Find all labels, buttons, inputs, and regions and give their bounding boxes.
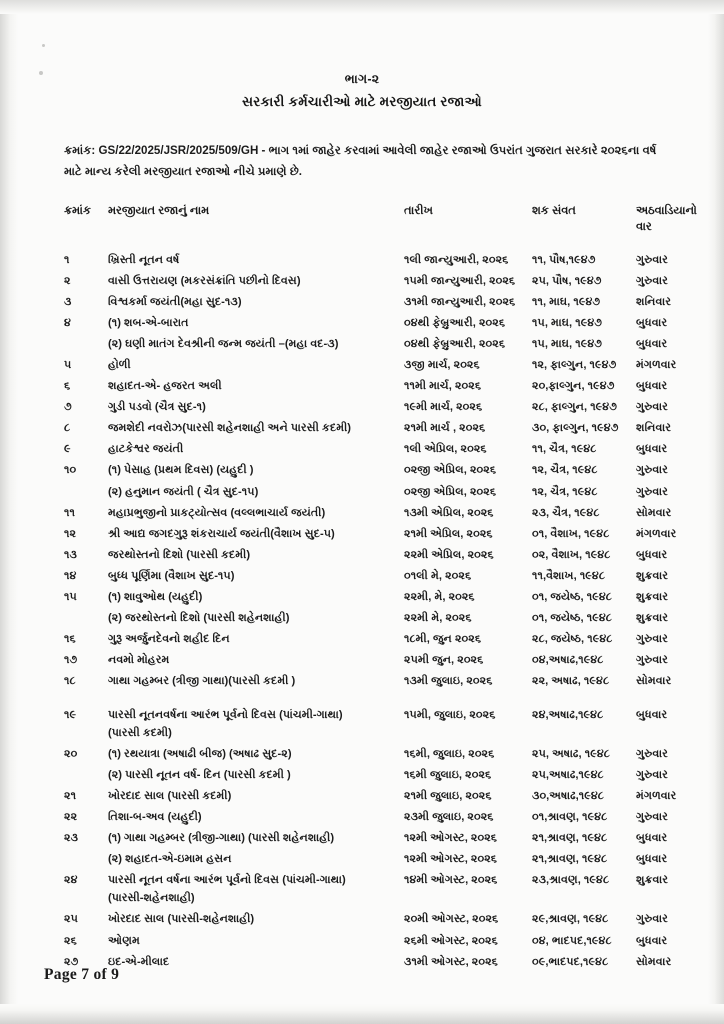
table-row <box>64 461 709 482</box>
holiday-name-line1: (૧) રથયાત્રા (અષાઢી બીજ) (અષાઢ સુદ-૨) <box>108 747 292 760</box>
cell-holiday-name <box>108 334 404 355</box>
cell-date: ૧૫મી જાન્યુઆરી, ૨૦૨૬ <box>404 274 516 287</box>
holiday-name-line1: (૨) જરથોસ્તનો દિશો (પારસી શહેનશાહી) <box>108 612 290 625</box>
cell-weekday: ગુરુવાર <box>636 654 668 667</box>
column-header-weekday <box>636 203 709 250</box>
cell-weekday: મંગળવાર <box>636 790 677 803</box>
cell-shaka-samvat: ૧૧, પૌષ,૧૯૪૭ <box>532 253 596 266</box>
cell-holiday-name <box>108 850 404 871</box>
cell-date: ૧૬મી, જુલાઇ, ૨૦૨૬ <box>404 747 495 760</box>
cell-holiday-name <box>108 651 404 672</box>
table-header-row <box>64 203 709 250</box>
cell-shaka-samvat: ૨૧,શ્રાવણ, ૧૯૪૮ <box>532 853 608 866</box>
cell-serial: ૧૧ <box>64 506 75 519</box>
cell-date: ૨૫મી જુન, ૨૦૨૬ <box>404 654 484 667</box>
cell-serial: ૧૨ <box>64 527 77 540</box>
table-row <box>64 587 709 608</box>
table-row <box>64 440 709 461</box>
cell-serial: ૧૦ <box>64 464 77 477</box>
holiday-name-line1: પારસી નૂતનવર્ષના આરંભ પૂર્વનો દિવસ (પાંચમી-ગાથા) <box>108 708 343 721</box>
cell-date: ૩જી માર્ચ, ૨૦૨૬ <box>404 359 480 371</box>
cell-holiday-name <box>108 808 404 829</box>
cell-weekday: શનિવાર <box>636 295 671 308</box>
holiday-name-line1: નવમો મોહરમ <box>108 654 170 667</box>
cell-holiday-name <box>108 829 404 850</box>
holiday-name-line1: શહાદત-એ- હજરત અલી <box>108 380 222 393</box>
cell-serial: ૩ <box>64 295 72 308</box>
cell-date: ૨૨મી એપ્રિલ, ૨૦૨૬ <box>404 548 494 561</box>
cell-shaka-samvat: ૧૨, ચૈત્ર, ૧૯૪૮ <box>532 485 598 498</box>
holiday-name-line1: વિશ્વકર્મા જયંતી(મહા સુદ-૧૩) <box>108 295 242 308</box>
table-row <box>64 693 709 744</box>
cell-serial <box>64 609 108 630</box>
cell-weekday: બુધવાર <box>636 443 668 456</box>
cell-weekday: બુધવાર <box>636 316 668 329</box>
cell-serial <box>64 765 108 786</box>
cell-date: ૧૮મી, જુન ૨૦૨૬ <box>404 633 482 646</box>
holiday-name-line1: ગુરૂ અર્જુનદેવનો શહીદ દિન <box>108 633 230 646</box>
cell-date: ૧૬મી જુલાઇ, ૨૦૨૬ <box>404 769 492 781</box>
cell-holiday-name <box>108 440 404 461</box>
cell-date: ૦૨જી એપ્રિલ, ૨૦૨૬ <box>404 464 497 477</box>
table-row <box>64 609 709 630</box>
table-row <box>64 503 709 524</box>
cell-holiday-name <box>108 503 404 524</box>
cell-weekday: મંગળવાર <box>636 527 677 540</box>
holiday-name-line1: (૨) શહાદત-એ-ઇમામ હસન <box>108 853 232 866</box>
cell-shaka-samvat: ૨૩, ચૈત્ર, ૧૯૪૮ <box>532 506 600 519</box>
table-row <box>64 398 709 419</box>
cell-weekday: ગુરુવાર <box>636 811 668 824</box>
cell-weekday: સોમવાર <box>636 675 672 688</box>
cell-weekday: ગુરુવાર <box>636 274 668 287</box>
holiday-name-line1: તિશા-બ-અવ (યહુદી) <box>108 811 202 824</box>
cell-serial <box>64 334 108 355</box>
table-row <box>64 744 709 765</box>
cell-shaka-samvat: ૩૦, ફાલ્ગુન, ૧૯૪૭ <box>532 422 619 435</box>
cell-shaka-samvat: ૨૪,અષાઢ,૧૯૪૮ <box>532 708 604 721</box>
table-row <box>64 850 709 871</box>
cell-holiday-name <box>108 398 404 419</box>
cell-date: ૨૧મી એપ્રિલ, ૨૦૨૬ <box>404 527 493 540</box>
cell-weekday: ગુરુવાર <box>636 747 668 760</box>
cell-weekday: ગુરુવાર <box>636 464 668 477</box>
cell-date: ૩૧મી જાન્યુઆરી, ૨૦૨૬ <box>404 295 516 308</box>
table-row <box>64 566 709 587</box>
cell-holiday-name <box>108 377 404 398</box>
cell-holiday-name <box>108 609 404 630</box>
cell-holiday-name <box>108 630 404 651</box>
column-header-date: તારીખ <box>404 204 433 217</box>
holiday-name-line1: (૨) ઘણી માતંગ દેવશ્રીની જન્મ જયંતી –(મહા વદ-૩) <box>108 337 339 350</box>
document-header <box>26 72 698 110</box>
cell-weekday: મંગળવાર <box>636 359 677 371</box>
scan-edge-top <box>0 0 724 14</box>
holiday-name-line1: પારસી નૂતન વર્ષના આરંભ પૂર્વનો દિવસ (પાંચમી-ગાથા) <box>108 874 346 887</box>
cell-serial: ૫ <box>64 359 72 371</box>
table-row <box>64 931 709 952</box>
table-row <box>64 871 709 910</box>
cell-holiday-name <box>108 587 404 608</box>
cell-date: ૨૨મી, મે, ૨૦૨૬ <box>404 591 475 604</box>
cell-date: ૧૩મી એપ્રિલ, ૨૦૨૬ <box>404 506 494 519</box>
cell-holiday-name <box>108 693 404 744</box>
holiday-name-line1: હોળી <box>108 359 131 371</box>
scan-speck <box>42 44 45 47</box>
table-row <box>64 808 709 829</box>
holiday-name-line1: ખ્રિસ્તી નૂતન વર્ષ <box>108 253 180 266</box>
cell-shaka-samvat: ૦૧, વૈશાખ, ૧૯૪૮ <box>532 527 610 540</box>
cell-serial: ૨૪ <box>64 874 78 887</box>
cell-weekday: ગુરુવાર <box>636 401 668 414</box>
cell-shaka-samvat: ૨૩,શ્રાવણ, ૧૯૪૮ <box>532 874 610 887</box>
holiday-name-line1: જરથોસ્તનો દિશો (પારસી કદમી) <box>108 548 251 561</box>
cell-holiday-name <box>108 482 404 503</box>
cell-date: ૨૩મી જુલાઇ, ૨૦૨૬ <box>404 811 494 824</box>
table-row <box>64 545 709 566</box>
cell-date: ૧લી એપ્રિલ, ૨૦૨૬ <box>404 443 487 456</box>
cell-serial: ૧૪ <box>64 569 77 582</box>
table-row <box>64 313 709 334</box>
table-row <box>64 524 709 545</box>
cell-shaka-samvat: ૧૧, ચૈત્ર, ૧૯૪૮ <box>532 443 597 456</box>
part-label: ભાગ-૨ <box>344 72 380 86</box>
holiday-name-line1: (૨) પારસી નૂતન વર્ષ- દિન (પારસી કદમી ) <box>108 769 291 781</box>
cell-holiday-name <box>108 787 404 808</box>
cell-weekday: સોમવાર <box>636 955 672 968</box>
cell-date: ૧૨મી ઓગસ્ટ, ૨૦૨૬ <box>404 832 498 845</box>
cell-weekday: શુક્રવાર <box>636 874 669 887</box>
cell-holiday-name <box>108 419 404 440</box>
scan-edge-bottom <box>0 1004 724 1024</box>
cell-weekday: શુક્રવાર <box>636 569 669 582</box>
cell-serial <box>64 482 108 503</box>
holiday-name-line1: વાસી ઉત્તરાયણ (મકરસંક્રાંતિ પછીનો દિવસ) <box>108 274 301 287</box>
cell-shaka-samvat: ૨૮, ફાલ્ગુન, ૧૯૪૭ <box>532 401 618 414</box>
cell-serial: ૨૬ <box>64 934 77 947</box>
cell-date: ૦૪થી ફેબ્રુઆરી, ૨૦૨૬ <box>404 316 506 329</box>
cell-holiday-name <box>108 672 404 693</box>
cell-serial: ૨૩ <box>64 832 79 845</box>
cell-shaka-samvat: ૦૪, ભાદપદ,૧૯૪૮ <box>532 934 612 947</box>
cell-serial: ૨૦ <box>64 747 78 760</box>
cell-serial: ૧૩ <box>64 548 77 561</box>
cell-weekday: બુધવાર <box>636 853 668 866</box>
cell-serial: ૧૬ <box>64 633 76 646</box>
cell-shaka-samvat: ૧૫, માઘ, ૧૯૪૭ <box>532 316 603 329</box>
table-row <box>64 271 709 292</box>
table-row <box>64 377 709 398</box>
cell-serial: ૮ <box>64 422 71 435</box>
table-row <box>64 787 709 808</box>
cell-shaka-samvat: ૦૧, જયેષ્ઠ, ૧૯૪૮ <box>532 612 612 625</box>
cell-shaka-samvat: ૨૨, અષાઢ, ૧૯૪૮ <box>532 675 610 688</box>
table-row <box>64 952 709 973</box>
cell-shaka-samvat: ૧૨, ચૈત્ર, ૧૯૪૮ <box>532 464 598 477</box>
cell-serial: ૧૯ <box>64 708 77 721</box>
cell-serial: ૨૧ <box>64 790 77 803</box>
table-row <box>64 482 709 503</box>
cell-weekday: શનિવાર <box>636 422 671 435</box>
cell-serial: ૨૫ <box>64 913 78 926</box>
holiday-name-line1: (૨) હનુમાન જયંતી ( ચૈત્ર સુદ-૧૫) <box>108 485 259 498</box>
cell-serial: ૨૭ <box>64 955 79 968</box>
cell-weekday: ગુરુવાર <box>636 485 668 498</box>
cell-shaka-samvat: ૧૫, માઘ, ૧૯૪૭ <box>532 337 603 350</box>
column-header-serial: ક્રમાંક <box>64 204 91 217</box>
cell-holiday-name <box>108 765 404 786</box>
cell-holiday-name <box>108 355 404 376</box>
cell-date: ૨૧મી જુલાઇ, ૨૦૨૬ <box>404 790 492 803</box>
column-header-weekday-line2: વાર <box>636 221 652 234</box>
holiday-name-line1: ખોરદાદ સાલ (પારસી-શહેનશાહી) <box>108 913 255 926</box>
document-content <box>0 72 724 973</box>
page-title: સરકારી કર્મચારીઓ માટે મરજીયાત રજાઓ <box>242 94 482 109</box>
cell-date: ૧૫મી, જુલાઇ, ૨૦૨૬ <box>404 708 496 721</box>
cell-serial: ૭ <box>64 401 72 414</box>
cell-shaka-samvat: ૨૯,શ્રાવણ, ૧૯૪૮ <box>532 913 609 926</box>
cell-date: ૨૦મી ઓગસ્ટ, ૨૦૨૬ <box>404 913 499 926</box>
cell-shaka-samvat: ૦૧, જયેષ્ઠ, ૧૯૪૮ <box>532 591 612 604</box>
cell-date: ૧૯મી માર્ચ, ૨૦૨૬ <box>404 401 483 414</box>
table-row <box>64 651 709 672</box>
table-row <box>64 829 709 850</box>
holiday-name-line1: જમશેદી નવરોઝ(પારસી શહેનશાહી અને પારસી કદમી) <box>108 422 352 435</box>
cell-date: ૨૧મી માર્ચ , ૨૦૨૬ <box>404 422 486 435</box>
cell-weekday: બુધવાર <box>636 337 668 350</box>
cell-holiday-name <box>108 566 404 587</box>
cell-shaka-samvat: ૨૫,અષાઢ,૧૯૪૮ <box>532 769 604 781</box>
holiday-name-line1: શ્રી આદ્ય જગદગુરૂ શંકરાચાર્ય જયંતી(વૈશાખ સુદ-૫) <box>108 527 335 540</box>
cell-weekday: બુધવાર <box>636 708 668 721</box>
cell-shaka-samvat: ૨૫, પૌષ, ૧૯૪૭ <box>532 274 602 287</box>
cell-shaka-samvat: ૨૧,શ્રાવણ, ૧૯૪૮ <box>532 832 608 845</box>
holiday-name-line1: (૧) પેસાહ (પ્રથમ દિવસ) (યહુદી ) <box>108 464 254 477</box>
holiday-name-line2: (પારસી કદમી) <box>108 726 172 739</box>
cell-holiday-name <box>108 524 404 545</box>
cell-holiday-name <box>108 952 404 973</box>
table-row <box>64 765 709 786</box>
cell-date: ૧૪મી ઓગસ્ટ, ૨૦૨૬ <box>404 874 498 887</box>
cell-shaka-samvat: ૨૦,ફાલ્ગુન, ૧૯૪૭ <box>532 380 615 393</box>
cell-weekday: બુધવાર <box>636 934 668 947</box>
table-row <box>64 630 709 651</box>
cell-holiday-name <box>108 744 404 765</box>
table-row <box>64 334 709 355</box>
cell-weekday: શુક્રવાર <box>636 591 669 604</box>
cell-shaka-samvat: ૦૪,અષાઢ,૧૯૪૮ <box>532 654 604 667</box>
holiday-name-line1: ગુડી પડવો (ચૈત્ર સુદ-૧) <box>108 401 206 414</box>
cell-weekday: ગુરુવાર <box>636 253 668 266</box>
cell-date: ૦૪થી ફેબ્રુઆરી, ૨૦૨૬ <box>404 337 506 350</box>
cell-weekday: બુધવાર <box>636 832 668 845</box>
cell-date: ૨૨મી મે, ૨૦૨૬ <box>404 612 472 625</box>
cell-shaka-samvat: ૦૨, વૈશાખ, ૧૯૪૮ <box>532 548 611 561</box>
cell-date: ૦૨જી એપ્રિલ, ૨૦૨૬ <box>404 485 497 498</box>
holiday-name-line1: બુધ્ધ પૂર્ણિમા (વૈશાખ સુદ-૧૫) <box>108 569 235 582</box>
page-number: Page 7 of 9 <box>44 966 120 983</box>
cell-date: ૨૬મી ઓગસ્ટ, ૨૦૨૬ <box>404 934 498 947</box>
cell-serial: ૧૮ <box>64 675 76 688</box>
table-row <box>64 419 709 440</box>
cell-serial: ૨૨ <box>64 811 78 824</box>
cell-shaka-samvat: ૨૮, જયેષ્ઠ, ૧૯૪૮ <box>532 633 613 646</box>
cell-weekday: સોમવાર <box>636 506 672 519</box>
cell-holiday-name <box>108 545 404 566</box>
cell-holiday-name <box>108 931 404 952</box>
cell-serial: ૪ <box>64 316 71 329</box>
cell-weekday: બુધવાર <box>636 548 668 561</box>
holiday-name-line1: (૧) શાવુઓથ (યહુદી) <box>108 591 203 604</box>
holiday-name-line1: મહાપ્રભુજીનો પ્રાકટ્યોત્સવ (વલ્લભાચાર્ય જયંતી) <box>108 506 326 519</box>
cell-shaka-samvat: ૧૧,વૈશાખ, ૧૯૪૮ <box>532 569 606 582</box>
intro-paragraph: ક્રમાંક: GS/22/2025/JSR/2025/509/GH - ભાગ ૧માં જાહેર કરવામાં આવેલી જાહેર રજાઓ ઉપરાંત ગુજરાત સરકારે ૨૦૨૬ના વર્ષ માટે માન્ય કરેલી મરજીયાત રજાઓ નીચે પ્રમાણે છે. <box>64 144 657 179</box>
cell-holiday-name <box>108 292 404 313</box>
table-row <box>64 355 709 376</box>
cell-date: ૧૧મી માર્ચ, ૨૦૨૬ <box>404 380 482 393</box>
cell-shaka-samvat: ૧૧, માઘ, ૧૯૪૭ <box>532 295 601 308</box>
table-row <box>64 910 709 931</box>
holiday-name-line1: ઓણમ <box>108 934 140 947</box>
cell-date: ૩૧મી ઓગસ્ટ, ૨૦૨૬ <box>404 955 498 968</box>
cell-weekday: ગુરુવાર <box>636 769 668 781</box>
table-row <box>64 672 709 693</box>
cell-serial: ૯ <box>64 443 71 456</box>
holiday-name-line1: (૧) શબ-એ-બારાત <box>108 316 189 329</box>
table-body <box>64 250 709 973</box>
cell-shaka-samvat: ૦૯,ભાદપદ,૧૯૪૮ <box>532 955 609 968</box>
table-row <box>64 292 709 313</box>
cell-weekday: શુક્રવાર <box>636 612 669 625</box>
cell-weekday: બુધવાર <box>636 380 668 393</box>
cell-weekday: ગુરુવાર <box>636 913 668 926</box>
cell-weekday: ગુરુવાર <box>636 633 668 646</box>
holiday-name-line2: (પારસી-શહેનશાહી) <box>108 892 195 905</box>
cell-shaka-samvat: ૦૧,શ્રાવણ, ૧૯૪૮ <box>532 811 608 824</box>
cell-serial <box>64 850 108 871</box>
holiday-name-line1: (૧) ગાથા ગહમ્બર (ત્રીજી-ગાથા) (પારસી શહેનશાહી) <box>108 832 335 845</box>
holiday-name-line1: ઇદ-એ-મીલાદ <box>108 955 170 968</box>
holiday-name-line1: ગાથા ગહમ્બર (ત્રીજી ગાથા)(પારસી કદમી ) <box>108 675 296 688</box>
optional-holidays-table <box>64 203 709 973</box>
cell-holiday-name <box>108 271 404 292</box>
cell-serial: ૨ <box>64 274 71 287</box>
cell-shaka-samvat: ૨૫, અષાઢ, ૧૯૪૮ <box>532 747 610 760</box>
cell-serial: ૬ <box>64 380 71 393</box>
cell-shaka-samvat: ૩૦,અષાઢ,૧૯૪૮ <box>532 790 604 803</box>
table-row <box>64 250 709 271</box>
holiday-name-line1: હાટકેશ્વર જયંતી <box>108 443 184 456</box>
cell-holiday-name <box>108 910 404 931</box>
cell-serial: ૧ <box>64 253 70 266</box>
cell-date: ૧લી જાન્યુઆરી, ૨૦૨૬ <box>404 253 509 266</box>
cell-date: ૧૩મી જુલાઇ, ૨૦૨૬ <box>404 675 493 688</box>
cell-serial: ૧૫ <box>64 591 77 604</box>
cell-serial: ૧૭ <box>64 654 78 667</box>
cell-holiday-name <box>108 871 404 910</box>
holiday-name-line1: ખોરદાદ સાલ (પારસી કદમી) <box>108 790 232 803</box>
page-footer <box>44 966 119 984</box>
cell-holiday-name <box>108 461 404 482</box>
column-header-weekday-line1: અઠવાડિયાનો <box>636 204 697 217</box>
cell-holiday-name <box>108 250 404 271</box>
column-header-holiday-name: મરજીયાત રજાનું નામ <box>108 204 210 217</box>
cell-date: ૧૨મી ઓગસ્ટ, ૨૦૨૬ <box>404 853 498 866</box>
column-header-shaka-samvat: શક સંવત <box>532 204 576 217</box>
cell-holiday-name <box>108 313 404 334</box>
cell-shaka-samvat: ૧૨, ફાલ્ગુન, ૧૯૪૭ <box>532 359 617 371</box>
cell-date: ૦૧લી મે, ૨૦૨૬ <box>404 569 472 582</box>
